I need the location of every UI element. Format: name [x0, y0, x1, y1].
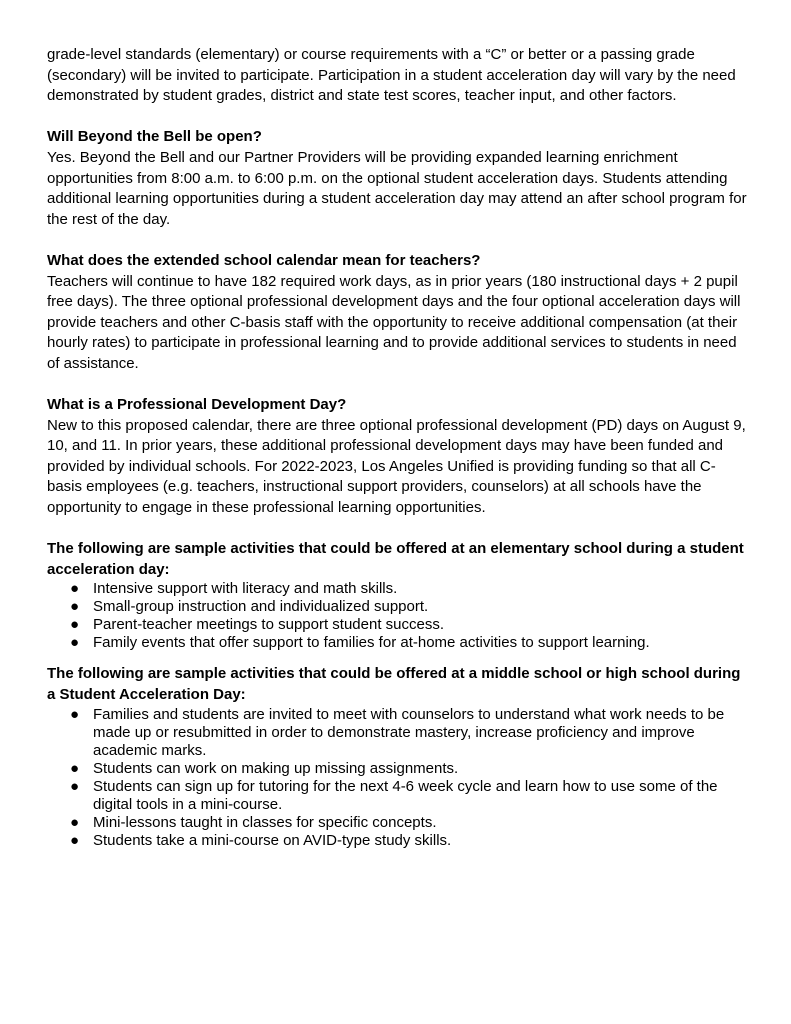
- teachers-section: [47, 251, 747, 375]
- pd-day-heading: What is a Professional Development Day?: [47, 396, 347, 414]
- teachers-body: Teachers will continue to have 182 required work days, as in prior years (180 instructional days + 2 pupil free days). The three optional professional development days and the four optional acceleration days will provide teachers and other C-basis staff with the opportunity to receive additional compensation (at their hourly rates) to participate in professional learning and to provide additional services to students in need of assistance.: [47, 272, 741, 372]
- beyond-the-bell-heading: Will Beyond the Bell be open?: [47, 128, 262, 146]
- bullet-icon: ●: [70, 580, 80, 598]
- list-item-text: Families and students are invited to meet with counselors to understand what work needs to be made up or resubmitted in order to demonstrate mastery, increase proficiency and improve academic marks.: [93, 705, 725, 759]
- list-item: [47, 760, 747, 778]
- bullet-icon: ●: [70, 598, 80, 616]
- list-item-text: Parent-teacher meetings to support student success.: [93, 616, 445, 634]
- list-item-text: Small-group instruction and individualized support.: [93, 598, 429, 616]
- bullet-icon: ●: [70, 813, 80, 831]
- secondary-activity-list: [47, 706, 747, 850]
- list-item: [47, 616, 747, 634]
- list-item: [47, 634, 747, 652]
- list-item-text: Family events that offer support to families for at-home activities to support learning.: [93, 634, 650, 652]
- list-item-text: Students take a mini-course on AVID-type study skills.: [93, 831, 452, 849]
- list-item: [47, 580, 747, 598]
- secondary-section: [47, 664, 747, 849]
- bullet-icon: ●: [70, 759, 80, 777]
- list-item-text: Students can sign up for tutoring for the next 4-6 week cycle and learn how to use some of the digital tools in a mini-course.: [93, 777, 718, 813]
- list-item: [47, 832, 747, 850]
- elementary-activity-list: [47, 580, 747, 652]
- list-item-text: Intensive support with literacy and math skills.: [93, 580, 398, 598]
- bullet-icon: ●: [70, 831, 80, 849]
- document-page: [47, 45, 747, 850]
- intro-paragraph: grade-level standards (elementary) or course requirements with a “C” or better or a passing grade (secondary) will be invited to participate. Participation in a student acceleration day will vary by the need demonstrated by student grades, district and state test scores, teacher input, and other factors.: [47, 46, 736, 105]
- list-item: [47, 598, 747, 616]
- list-item: [47, 706, 747, 760]
- elementary-section: [47, 539, 747, 652]
- pd-day-section: [47, 395, 747, 519]
- pd-day-body: New to this proposed calendar, there are three optional professional development (PD) days on August 9, 10, and 11. In prior years, these additional professional development days may have been funded and provided by individual schools. For 2022-2023, Los Angeles Unified is providing funding so that all C-basis employees (e.g. teachers, instructional support providers, counselors) at all schools have the opportunity to engage in these professional learning opportunities.: [47, 416, 746, 517]
- elementary-heading: The following are sample activities that could be offered at an elementary school during a student acceleration day:: [47, 540, 744, 578]
- bullet-icon: ●: [70, 634, 80, 652]
- list-item: [47, 778, 747, 814]
- secondary-heading: The following are sample activities that could be offered at a middle school or high school during a Student Acceleration Day:: [47, 665, 741, 704]
- bullet-icon: ●: [70, 777, 80, 795]
- list-item-text: Students can work on making up missing assignments.: [93, 759, 459, 777]
- list-item: [47, 814, 747, 832]
- beyond-the-bell-section: [47, 127, 747, 230]
- bullet-icon: ●: [70, 616, 80, 634]
- bullet-icon: ●: [70, 705, 80, 723]
- beyond-the-bell-body: Yes. Beyond the Bell and our Partner Providers will be providing expanded learning enrichment opportunities from 8:00 a.m. to 6:00 p.m. on the optional student acceleration days. Students attending additional learning opportunities during a student acceleration day may attend an after school program for the rest of the day.: [47, 148, 747, 228]
- list-item-text: Mini-lessons taught in classes for specific concepts.: [93, 813, 437, 831]
- teachers-heading: What does the extended school calendar mean for teachers?: [47, 251, 481, 269]
